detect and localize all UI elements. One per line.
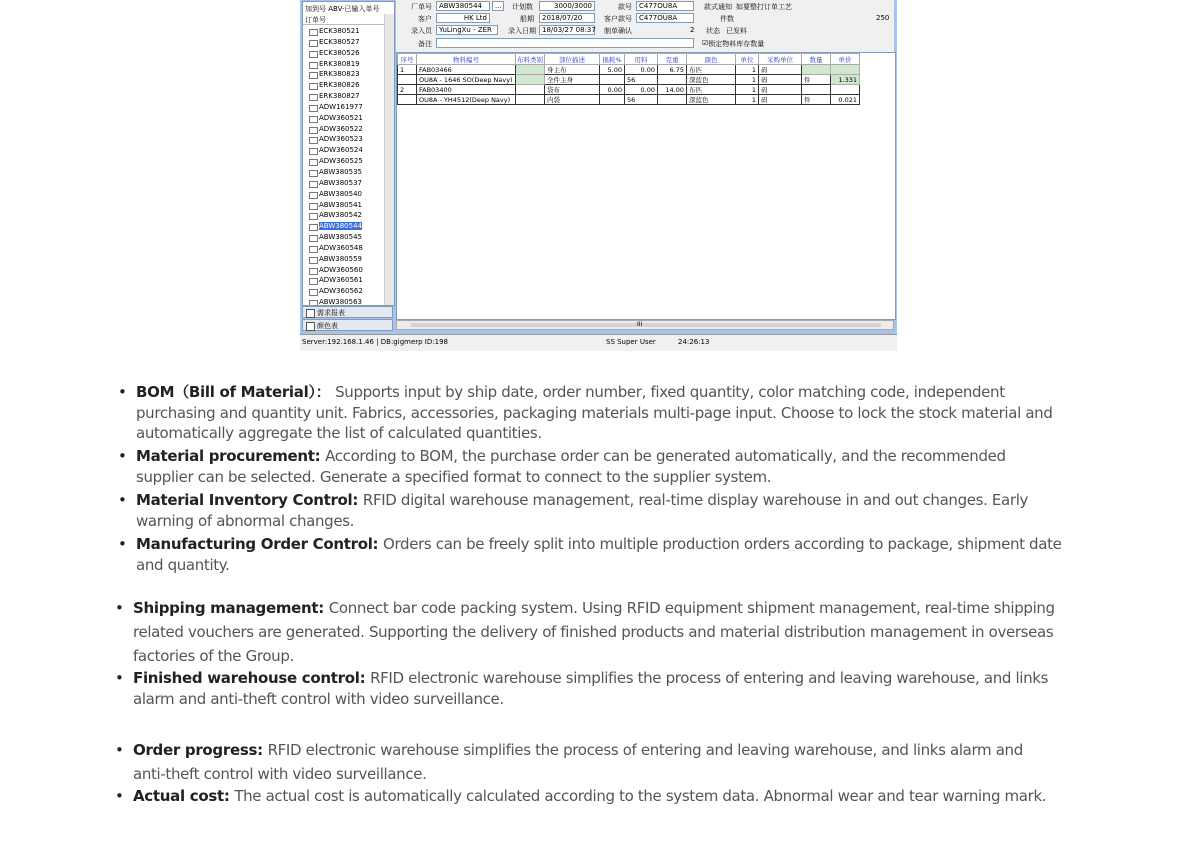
confirm-label: 制单确认 — [604, 27, 632, 35]
bullet: • — [118, 447, 127, 465]
bullet: • — [115, 599, 124, 617]
fabric-type-cell[interactable] — [516, 85, 545, 95]
ship-date-label: 船期 — [520, 15, 534, 23]
folder-icon — [309, 278, 318, 285]
feature-text: and quantity. — [136, 555, 230, 574]
tree-item[interactable] — [303, 113, 383, 124]
server-info: Server:192.168.1.46 | DB:gigmerp ID:198 — [302, 338, 448, 346]
table-row[interactable] — [398, 85, 860, 95]
tree-item[interactable] — [303, 221, 383, 232]
tree-item-label: ERK380826 — [319, 81, 360, 90]
bullet: • — [115, 787, 124, 805]
grid-horizontal-scrollbar[interactable] — [396, 320, 894, 330]
bullet: • — [118, 383, 127, 401]
tree-item-label: ADW360562 — [319, 287, 363, 296]
feature-shipping — [115, 596, 1083, 668]
purchase-unit[interactable]: 件 — [802, 75, 831, 85]
column-header[interactable]: 用料 — [625, 54, 658, 65]
requirement-report-label: 需求报表 — [317, 309, 345, 317]
tree-item[interactable] — [303, 275, 383, 286]
amount[interactable]: 0.021 — [831, 95, 860, 105]
price-cell[interactable] — [831, 65, 860, 75]
tree-item[interactable] — [303, 232, 383, 243]
feature-text: anti-theft control with video surveillance. — [133, 765, 427, 783]
style-label: 款号 — [618, 3, 632, 11]
feature-text: factories of the Group. — [133, 647, 294, 665]
folder-icon — [309, 257, 318, 264]
loss-rate[interactable]: 0.00 — [600, 85, 625, 95]
weight[interactable]: 14.00 — [658, 85, 687, 95]
folder-icon — [309, 159, 318, 166]
folder-icon — [309, 289, 318, 296]
tree-item[interactable] — [303, 134, 383, 145]
column-header[interactable]: 单价 — [831, 54, 860, 65]
color[interactable]: 深蓝色 — [687, 95, 736, 105]
table-row[interactable] — [398, 95, 860, 105]
tree-item[interactable] — [303, 26, 383, 37]
amount[interactable]: 1.331 — [831, 75, 860, 85]
column-header[interactable]: 布料类别 — [517, 55, 543, 64]
tree-item[interactable] — [303, 91, 383, 102]
color[interactable]: 深蓝色 — [687, 75, 736, 85]
tree-item-label: ECK380527 — [319, 37, 360, 46]
tree-item[interactable] — [303, 102, 383, 113]
tree-item[interactable] — [303, 69, 383, 80]
column-header[interactable]: 单位 — [736, 54, 759, 65]
status-label: 状态 — [706, 27, 720, 35]
unit[interactable]: 码 — [759, 75, 802, 85]
tree-item-label: ABW380540 — [319, 189, 362, 198]
feature-procurement — [118, 446, 1086, 487]
tree-item-label: ADW360561 — [319, 276, 363, 285]
folder-icon — [309, 29, 318, 36]
tree-item-label: ADW161977 — [319, 102, 363, 111]
order-tree-panel — [302, 1, 395, 306]
folder-icon — [309, 268, 318, 275]
folder-icon — [309, 105, 318, 112]
feature-title: Order progress: — [133, 741, 263, 759]
row-number-empty — [398, 75, 417, 85]
entry-date-field[interactable]: 18/03/27 08:37 — [539, 25, 595, 35]
current-user: SS Super User — [606, 338, 656, 346]
color[interactable]: 布匹 — [687, 65, 736, 75]
price-cell[interactable] — [831, 85, 860, 95]
customer-field[interactable]: HK Ltd — [436, 13, 490, 23]
material-desc[interactable]: OU8A - YH4512(Deep Navy) — [417, 95, 516, 105]
tree-item[interactable] — [303, 124, 383, 135]
column-header[interactable]: 克重 — [658, 54, 687, 65]
folder-icon — [309, 40, 318, 47]
unit-qty[interactable]: 1 — [736, 65, 759, 75]
tree-item-label: ADW360524 — [319, 146, 363, 155]
tree-item[interactable] — [303, 286, 383, 297]
column-header[interactable]: 部位描述 — [545, 54, 600, 65]
tree-item-label: ADW360522 — [319, 124, 363, 133]
feature-text: RFID electronic warehouse simplifies the process of entering and leaving warehouse, and links alarm and — [267, 741, 1023, 759]
column-header[interactable]: 颜色 — [687, 54, 736, 65]
feature-text: RFID digital warehouse management, real-time display warehouse in and out changes. Early — [362, 491, 1029, 509]
entry-date-label: 录入日期 — [508, 27, 536, 35]
feature-text: RFID electronic warehouse simplifies the process of entering and leaving warehouse, and links — [370, 669, 1049, 687]
tree-item-label: ADW360521 — [319, 113, 363, 122]
pieces-label: 件数 — [720, 15, 734, 23]
folder-icon — [309, 181, 318, 188]
order-tree-list — [303, 26, 383, 306]
feature-title: Finished warehouse control: — [133, 669, 366, 687]
order-no-label: 厂单号 — [411, 3, 432, 11]
purchase-unit[interactable]: 件 — [802, 95, 831, 105]
feature-manufacturing — [118, 534, 1086, 575]
tree-item-label: ECK380521 — [319, 27, 360, 35]
tree-item-label: ERK380823 — [319, 70, 360, 79]
usage[interactable]: 56 — [625, 75, 658, 85]
table-icon — [306, 322, 315, 331]
feature-title: Material procurement: — [136, 447, 321, 465]
feature-text: warning of abnormal changes. — [136, 511, 355, 530]
tree-item[interactable] — [303, 156, 383, 167]
feature-order-progress — [115, 738, 1083, 786]
folder-icon — [309, 137, 318, 144]
row-number: 1 — [398, 65, 417, 75]
feature-title: Material Inventory Control: — [136, 491, 359, 509]
plan-qty-field[interactable]: 3000/3000 — [539, 1, 595, 11]
weight[interactable]: 6.75 — [658, 65, 687, 75]
column-header[interactable]: 损耗% — [600, 54, 625, 65]
tree-item-label: ADW360523 — [319, 135, 363, 144]
feature-inventory — [118, 490, 1086, 531]
bullet: • — [118, 491, 127, 509]
folder-icon — [309, 192, 318, 199]
tree-item-label: ABW380559 — [319, 254, 362, 263]
folder-icon — [309, 224, 318, 231]
column-header[interactable]: 数量 — [802, 54, 831, 65]
confirm-value: 2 — [690, 26, 695, 34]
unit[interactable]: 码 — [759, 85, 802, 95]
tree-item-label: ABW380537 — [319, 178, 362, 187]
lock-stock-label: 锁定物料库存数量 — [708, 40, 765, 48]
column-header[interactable]: 采购单位 — [759, 54, 802, 65]
folder-icon — [309, 51, 318, 58]
loss-rate[interactable]: 5.00 — [600, 65, 625, 75]
tree-item-label: ABW380563 — [319, 298, 362, 306]
tree-item[interactable] — [303, 178, 383, 189]
folder-icon — [309, 203, 318, 210]
lock-stock-checkbox[interactable]: ☑ 锁定物料库存数量 — [702, 39, 765, 48]
order-header-form — [396, 0, 894, 52]
feature-text: supplier can be selected. Generate a specified format to connect to the supplier system. — [136, 467, 772, 486]
tree-item-label: ADW360525 — [319, 157, 363, 166]
folder-icon — [309, 72, 318, 79]
folder-icon — [309, 127, 318, 134]
remark-label: 备注 — [418, 40, 432, 48]
part-desc[interactable]: 全件主身 — [545, 75, 600, 85]
feature-bom — [118, 382, 1086, 444]
tree-item[interactable] — [303, 145, 383, 156]
tree-item[interactable] — [303, 80, 383, 91]
part-desc[interactable]: 袋布 — [545, 85, 600, 95]
tree-item-label: ABW380544 — [319, 222, 362, 231]
tree-item-label: ERK380819 — [319, 59, 360, 68]
order-browse-button[interactable]: ... — [492, 1, 504, 11]
table-row[interactable] — [398, 65, 860, 75]
tree-item-label: ABW380535 — [319, 167, 362, 176]
feature-text: automatically aggregate the list of calculated quantities. — [136, 424, 542, 442]
scrollbar-grip: III — [637, 321, 643, 328]
unit[interactable]: 码 — [759, 95, 802, 105]
folder-icon — [309, 235, 318, 242]
feature-text: Supports input by ship date, order number, fixed quantity, color matching code, independent — [335, 383, 1005, 401]
tree-item-label: ABW380541 — [319, 200, 362, 209]
usage[interactable]: 0.00 — [625, 65, 658, 75]
amount-cell[interactable] — [802, 65, 831, 75]
tree-item[interactable] — [303, 200, 383, 211]
folder-icon — [309, 62, 318, 69]
bullet: • — [115, 669, 124, 687]
part-desc[interactable]: 身主布 — [545, 65, 600, 75]
color[interactable]: 布匹 — [687, 85, 736, 95]
tree-item-label: ADW360548 — [319, 243, 363, 252]
status-bar — [300, 334, 897, 351]
folder-icon — [309, 116, 318, 123]
loss-empty[interactable] — [600, 75, 625, 85]
tree-item[interactable] — [303, 265, 383, 276]
entered-by-field[interactable]: YuLingXu - ZER — [436, 25, 498, 35]
usage[interactable]: 0.00 — [625, 85, 658, 95]
bom-grid — [396, 52, 896, 320]
folder-icon — [309, 213, 318, 220]
feature-text: alarm and anti-theft control with video surveillance. — [133, 689, 504, 708]
tree-item[interactable] — [303, 167, 383, 178]
customer-style-field[interactable]: C477OU8A — [636, 13, 694, 23]
color-table-label: 颜色表 — [317, 322, 338, 330]
folder-icon — [309, 94, 318, 101]
feature-title: Manufacturing Order Control: — [136, 535, 379, 553]
part-desc[interactable]: 内袋 — [545, 95, 600, 105]
unit-qty[interactable]: 1 — [736, 95, 759, 105]
feature-text: According to BOM, the purchase order can be generated automatically, and the recommended — [325, 447, 1006, 465]
tree-item[interactable] — [303, 37, 383, 48]
tree-item-label: ERK380827 — [319, 92, 360, 101]
tree-scrollbar[interactable] — [384, 14, 394, 305]
bullet: • — [118, 535, 127, 553]
feature-finished-warehouse — [115, 668, 1083, 709]
loss-empty[interactable] — [600, 95, 625, 105]
feature-title: BOM（Bill of Material）： — [136, 383, 331, 401]
unit[interactable]: 码 — [759, 65, 802, 75]
fabric-type-cell[interactable] — [516, 95, 545, 105]
tree-item[interactable] — [303, 297, 383, 306]
tree-item[interactable] — [303, 254, 383, 265]
entered-by-label: 录入员 — [411, 27, 432, 35]
tree-item-label: ECK380526 — [319, 48, 360, 57]
remark-field[interactable] — [436, 38, 694, 48]
unit-qty[interactable]: 1 — [736, 75, 759, 85]
status-value: 已发料 — [726, 27, 747, 35]
unit-qty[interactable]: 1 — [736, 85, 759, 95]
material-code[interactable]: FAB03466 — [417, 65, 516, 75]
feature-title: Shipping management: — [133, 599, 324, 617]
tree-header — [303, 2, 394, 25]
folder-icon — [309, 170, 318, 177]
feature-actual-cost — [115, 786, 1083, 807]
customer-style-label: 客户款号 — [604, 15, 632, 23]
tree-item[interactable] — [303, 48, 383, 59]
feature-text: purchasing and quantity unit. Fabrics, accessories, packaging materials multi-page input. Choose to lock the stock material and — [136, 403, 1053, 422]
tree-item[interactable] — [303, 243, 383, 254]
usage[interactable]: 56 — [625, 95, 658, 105]
tree-item-label: ABW380542 — [319, 211, 362, 220]
amount-cell[interactable] — [802, 85, 831, 95]
fabric-type-cell[interactable] — [516, 65, 545, 75]
scrollbar-thumb[interactable] — [411, 323, 881, 327]
feature-title: Actual cost: — [133, 787, 230, 805]
style-field[interactable]: C477OU8A — [636, 1, 694, 11]
row-number: 2 — [398, 85, 417, 95]
weight-empty[interactable] — [658, 95, 687, 105]
ship-date-field[interactable]: 2018/07/20 — [539, 13, 595, 23]
column-header[interactable]: 物料编号 — [417, 54, 516, 65]
column-header[interactable]: 序号 — [398, 54, 417, 65]
tree-item-label: ADW360560 — [319, 265, 363, 274]
folder-icon — [309, 246, 318, 253]
color-table-button[interactable] — [302, 319, 393, 331]
feature-text: Orders can be freely split into multiple production orders according to package, shipment date — [383, 535, 1062, 553]
material-desc[interactable]: OU8A - 1646 SO(Deep Navy) — [417, 75, 516, 85]
bullet: • — [115, 741, 124, 759]
table-row[interactable] — [398, 75, 860, 85]
plan-qty-label: 计划数 — [512, 3, 533, 11]
material-code[interactable]: FAB03400 — [417, 85, 516, 95]
weight-empty[interactable] — [658, 75, 687, 85]
folder-icon — [309, 148, 318, 155]
folder-icon — [309, 83, 318, 90]
feature-text: related vouchers are generated. Supporting the delivery of finished products and material distribution management in overseas — [133, 623, 1054, 641]
tree-item[interactable] — [303, 210, 383, 221]
customer-label: 客户 — [418, 15, 432, 23]
tree-item-label: ABW380545 — [319, 233, 362, 242]
clock: 24:26:13 — [678, 338, 710, 346]
requirement-report-button[interactable] — [302, 306, 393, 318]
report-icon — [306, 309, 315, 318]
order-no-field[interactable]: ABW380544 — [436, 1, 490, 11]
tree-item[interactable] — [303, 59, 383, 70]
tree-root-label: 订单号 — [305, 16, 326, 24]
erp-screenshot — [300, 0, 897, 351]
tree-header-title: 加到号 ABV-已输入单号 — [305, 5, 380, 13]
style-notice-value: 如要整打订单工艺 — [736, 3, 792, 11]
feature-text: The actual cost is automatically calculated according to the system data. Abnormal wear and tear warning mark. — [234, 787, 1047, 805]
fabric-type-cell[interactable] — [516, 75, 545, 85]
pieces-value: 250 — [876, 14, 890, 22]
tree-item[interactable] — [303, 189, 383, 200]
row-number-empty — [398, 95, 417, 105]
feature-text: Connect bar code packing system. Using RFID equipment shipment management, real-time shipping — [328, 599, 1055, 617]
grid-header-row — [398, 54, 860, 65]
style-notice-label: 款式通知 — [704, 3, 732, 11]
